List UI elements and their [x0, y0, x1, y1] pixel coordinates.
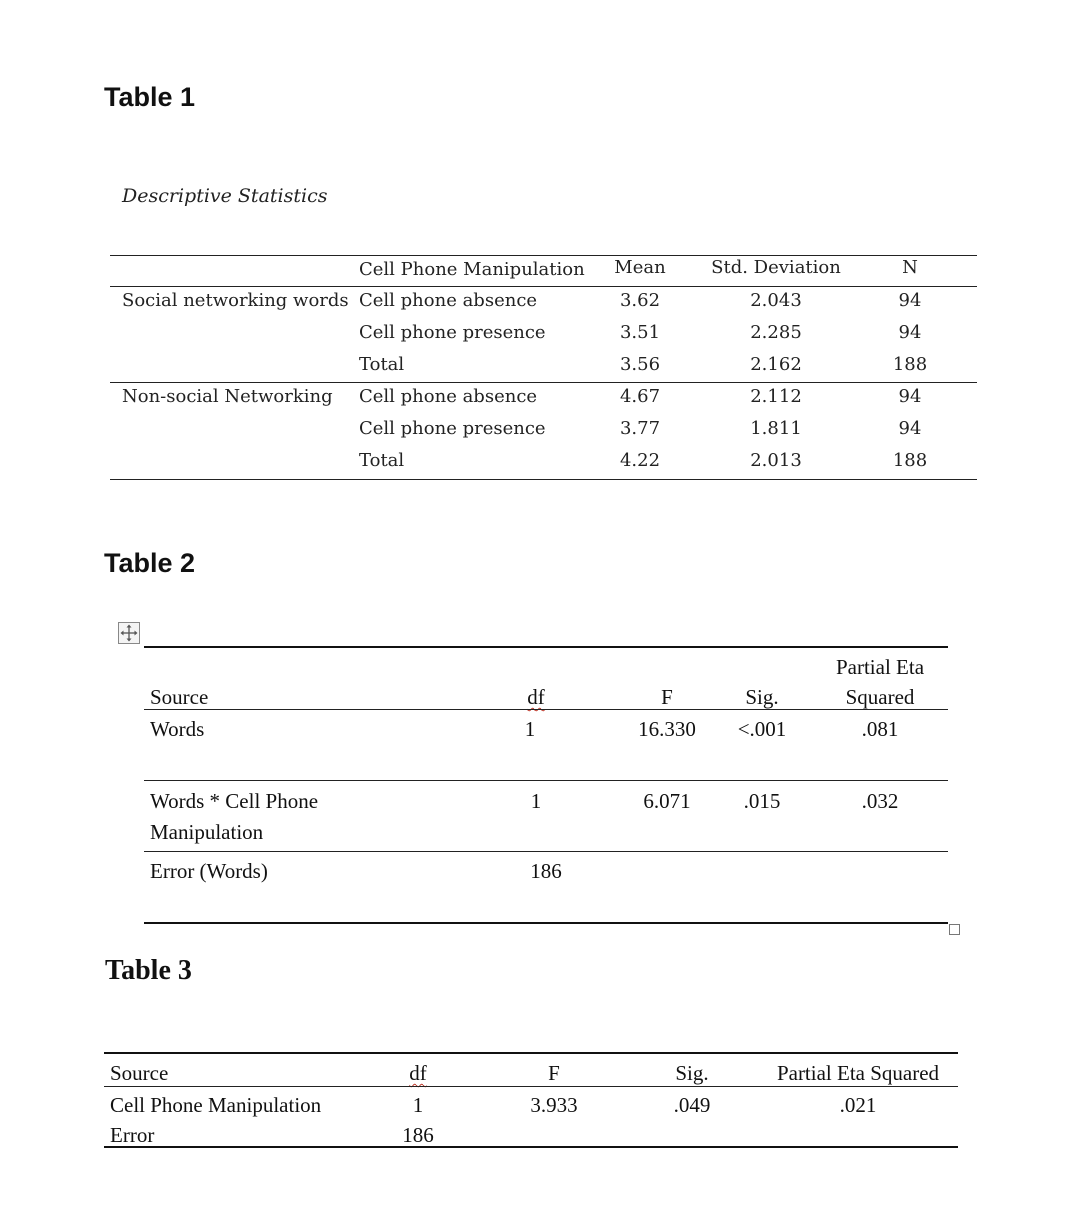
header-eta-line1: Partial Eta [835, 655, 925, 679]
header-df: df [527, 685, 545, 709]
source-cell: Error [110, 1123, 155, 1147]
header-df: df [409, 1061, 427, 1085]
header-mean: Mean [614, 257, 666, 278]
condition-cell: Total [359, 450, 405, 471]
table1-top-rule [110, 255, 977, 256]
sd-cell: 1.811 [750, 418, 802, 439]
table3-top-rule [104, 1052, 958, 1054]
table1-group-rule [110, 382, 977, 383]
table2-bottom-rule [144, 922, 948, 924]
mean-cell: 3.51 [619, 322, 661, 343]
sd-cell: 2.162 [750, 354, 802, 375]
sd-cell: 2.112 [750, 386, 802, 407]
header-n: N [902, 257, 918, 278]
f-cell: 16.330 [638, 717, 696, 741]
n-cell: 188 [892, 354, 928, 375]
table2-header-rule [144, 709, 948, 710]
move-arrows-icon [119, 623, 139, 643]
sd-cell: 2.043 [750, 290, 802, 311]
sd-cell: 2.285 [750, 322, 802, 343]
source-cell: Words * Cell Phone [150, 789, 319, 813]
condition-cell: Cell phone presence [359, 418, 546, 439]
f-cell: 6.071 [643, 789, 691, 813]
f-cell: 3.933 [530, 1093, 578, 1117]
n-cell: 94 [898, 322, 922, 343]
header-eta-line2: Squared [845, 685, 915, 709]
mean-cell: 3.56 [619, 354, 661, 375]
table1-bottom-rule [110, 479, 977, 480]
condition-cell: Cell phone absence [359, 290, 538, 311]
header-sd: Std. Deviation [711, 257, 841, 278]
df-cell: 186 [402, 1123, 434, 1147]
n-cell: 94 [898, 290, 922, 311]
mean-cell: 3.77 [619, 418, 661, 439]
table3-heading: Table 3 [105, 955, 192, 986]
header-source: Source [110, 1061, 169, 1085]
table1-heading: Table 1 [104, 82, 196, 112]
mean-cell: 4.67 [619, 386, 661, 407]
table2-row-rule [144, 851, 948, 852]
eta-cell: .021 [839, 1093, 877, 1117]
n-cell: 94 [898, 386, 922, 407]
table-move-handle[interactable] [118, 622, 140, 644]
header-source: Source [150, 685, 209, 709]
source-cell: Error (Words) [150, 859, 268, 883]
table1-caption: Descriptive Statistics [122, 185, 328, 207]
condition-cell: Cell phone absence [359, 386, 538, 407]
header-sig: Sig. [675, 1061, 709, 1085]
table3-bottom-rule [104, 1146, 958, 1148]
table2-row-rule [144, 780, 948, 781]
sig-cell: <.001 [737, 717, 787, 741]
mean-cell: 3.62 [619, 290, 661, 311]
table2-heading: Table 2 [104, 548, 196, 578]
mean-cell: 4.22 [619, 450, 661, 471]
n-cell: 94 [898, 418, 922, 439]
eta-cell: .081 [861, 717, 899, 741]
table3-header-rule [104, 1086, 958, 1087]
group-label: Non-social Networking [122, 386, 333, 407]
group-label: Social networking words [122, 290, 349, 311]
table2-top-rule [144, 646, 948, 648]
df-cell: 1 [412, 1093, 424, 1117]
header-f: F [548, 1061, 560, 1085]
table1-header-rule [110, 286, 977, 287]
eta-cell: .032 [861, 789, 899, 813]
sd-cell: 2.013 [750, 450, 802, 471]
source-cell: Manipulation [150, 820, 264, 844]
table-resize-handle[interactable] [949, 924, 960, 935]
header-manipulation: Cell Phone Manipulation [359, 259, 585, 280]
condition-cell: Total [359, 354, 405, 375]
sig-cell: .015 [743, 789, 781, 813]
condition-cell: Cell phone presence [359, 322, 546, 343]
header-f: F [661, 685, 673, 709]
header-eta: Partial Eta Squared [776, 1061, 940, 1085]
n-cell: 188 [892, 450, 928, 471]
df-cell: 1 [524, 717, 536, 741]
df-cell: 1 [530, 789, 542, 813]
df-cell: 186 [530, 859, 562, 883]
source-cell: Cell Phone Manipulation [110, 1093, 322, 1117]
sig-cell: .049 [673, 1093, 711, 1117]
source-cell: Words [150, 717, 205, 741]
header-sig: Sig. [745, 685, 779, 709]
